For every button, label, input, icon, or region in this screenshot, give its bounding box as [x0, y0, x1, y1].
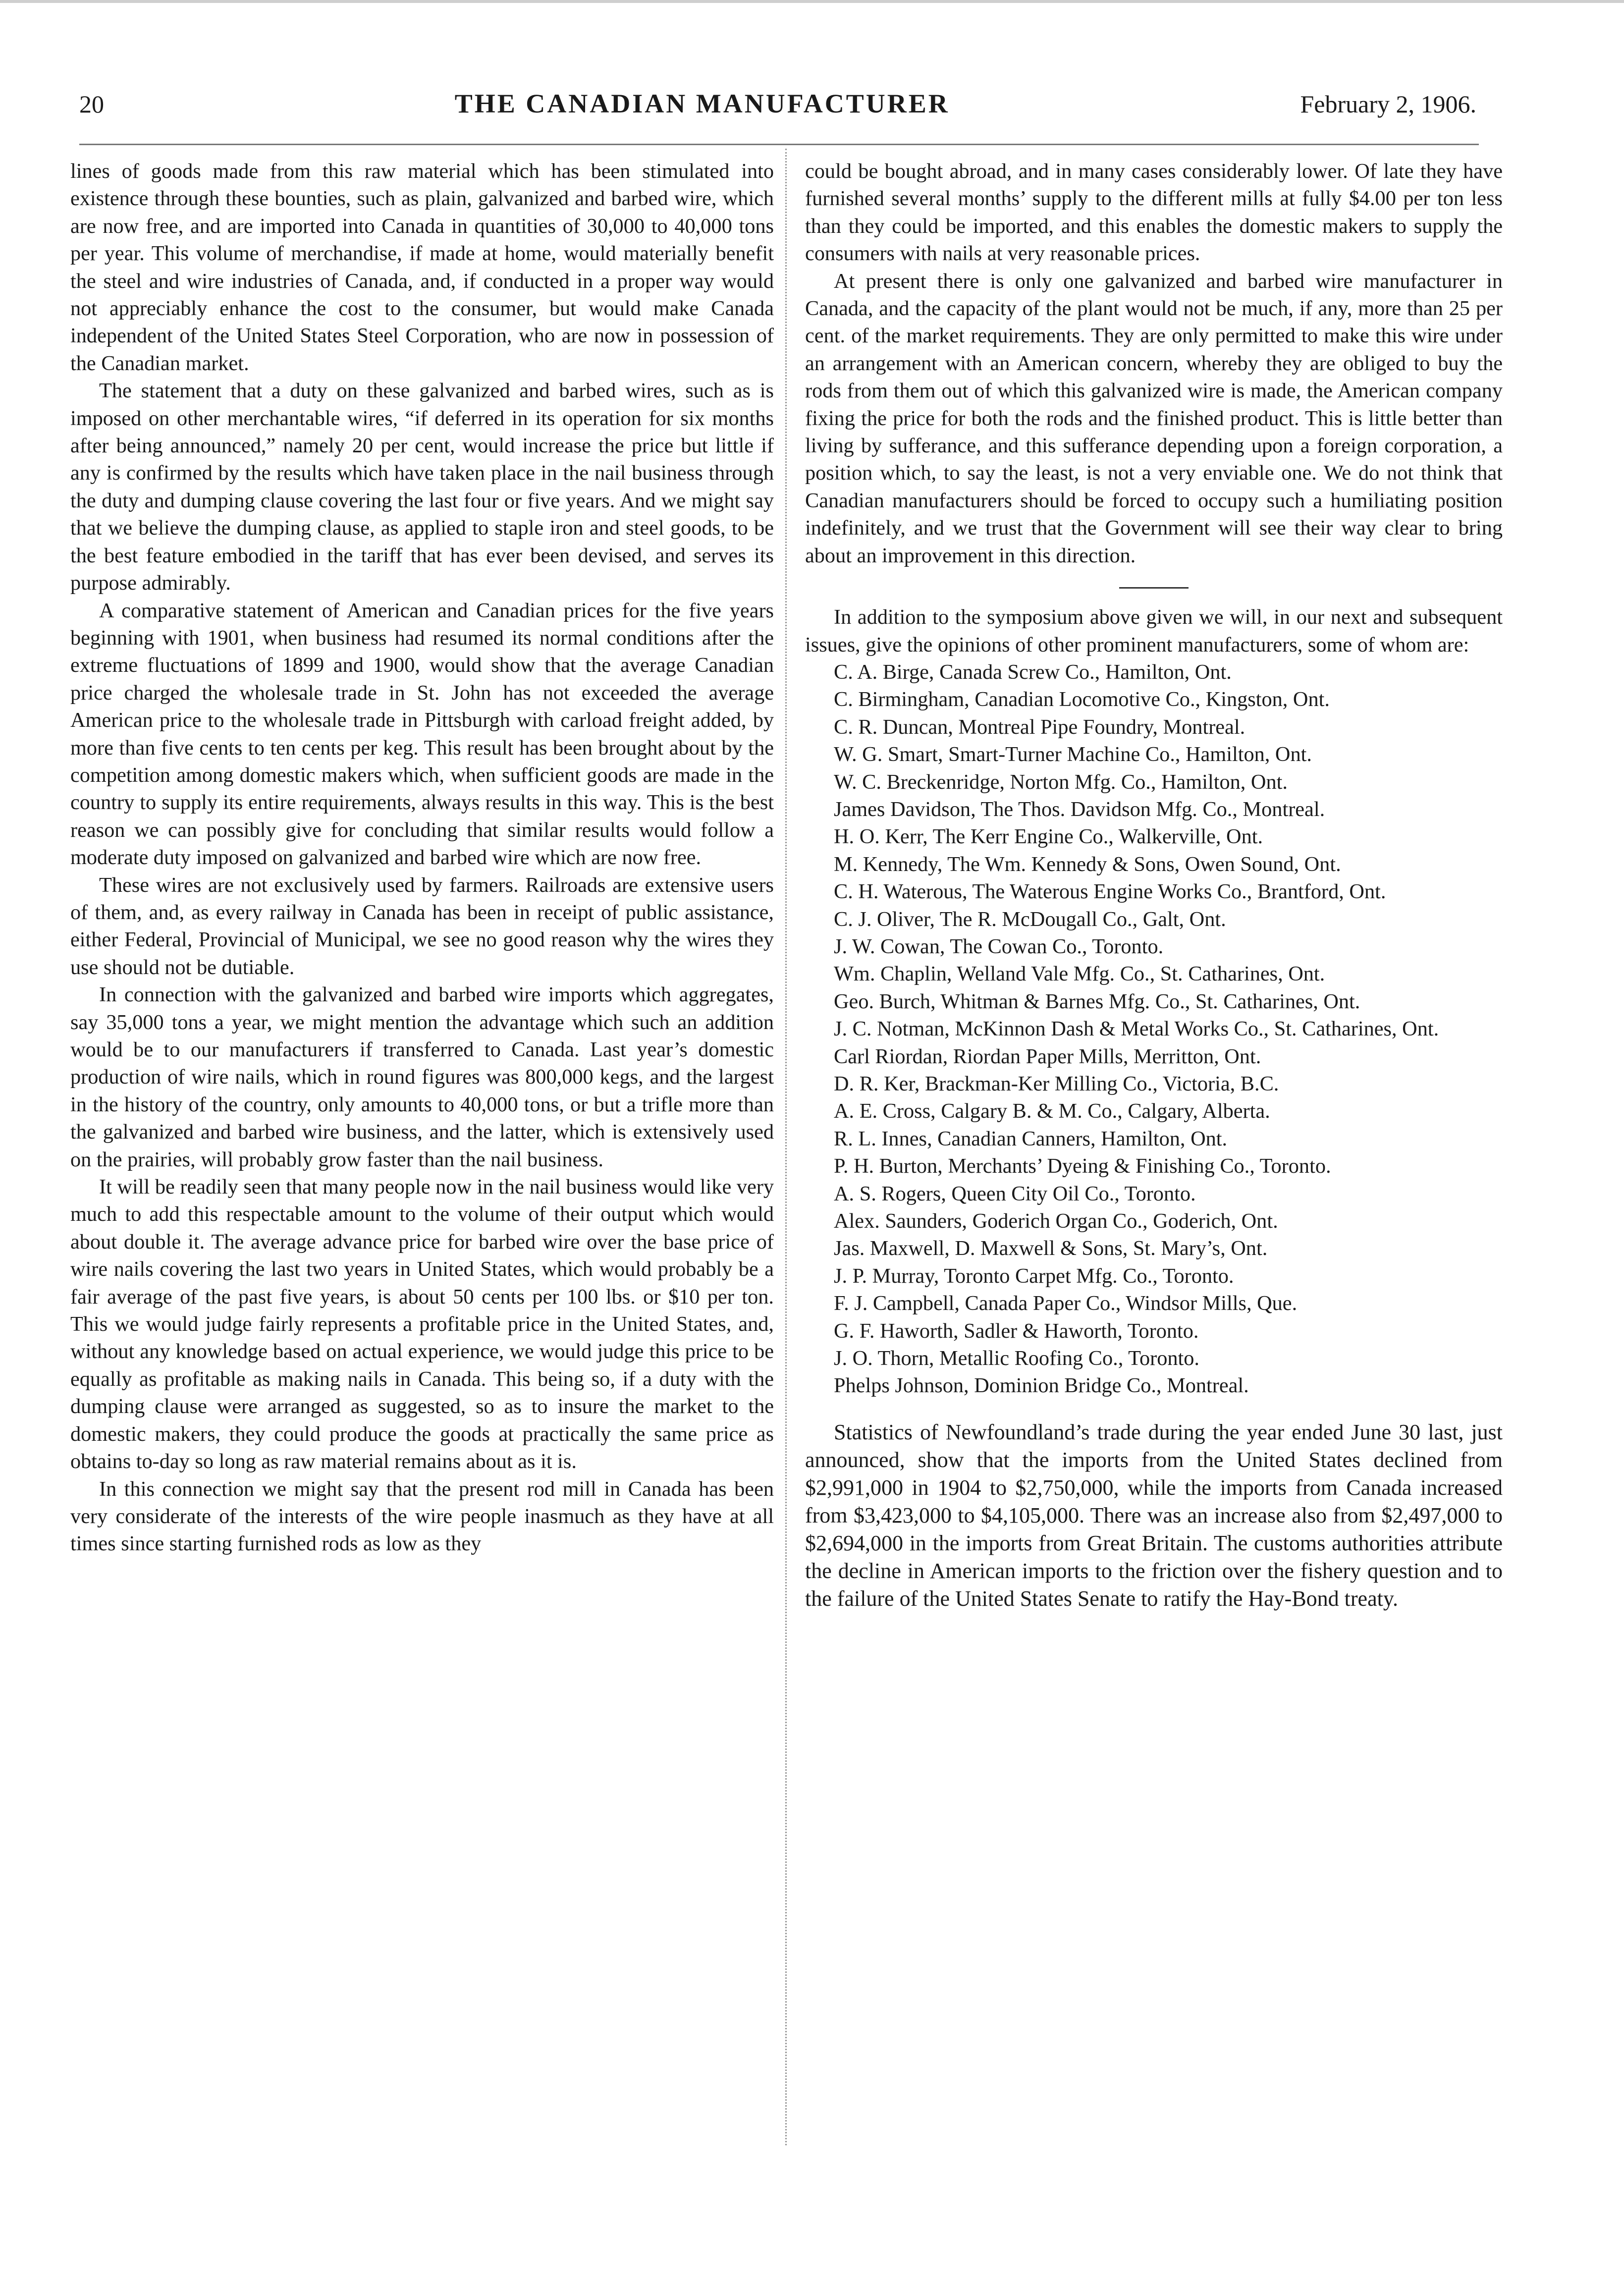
list-item: H. O. Kerr, The Kerr Engine Co., Walkerville, Ont. — [834, 825, 1263, 849]
paragraph: In connection with the galvanized and barbed wire imports which aggregates, say 35,000 tons a year, we might mention the advantage which such an addition would be to our manufacturers if transferred to Canada. Last year’s domestic production of wire nails, which in round figures was 800,000 kegs, and the largest in the history of the country, only amounts to 40,000 tons, or but a trifle more than the galvanized and barbed wire business, and the latter, which is extensively used on the prairies, will probably grow faster than the nail business. — [70, 983, 774, 1171]
symposium-intro: In addition to the symposium above given we will, in our next and subsequent issues, give the opinions of other prominent manufacturers, some of whom are: — [805, 605, 1503, 656]
paragraph: These wires are not exclusively used by farmers. Railroads are extensive users of them, and, as every railway in Canada has been in receipt of public assistance, either Federal, Provincial of Municipal, we see no good reason why the wires they use should not be dutiable. — [70, 873, 774, 979]
paragraph: In this connection we might say that the present rod mill in Canada has been very considerate of the interests of the wire people inasmuch as they have at all times since starting furnished rods as low as they — [70, 1477, 774, 1556]
list-item: James Davidson, The Thos. Davidson Mfg. Co., Montreal. — [834, 797, 1325, 821]
paragraph: lines of goods made from this raw material which has been stimulated into existence through these bounties, such as plain, galvanized and barbed wire, which are now free, and are imported into Canada in quantities of 30,000 to 40,000 tons per year. This volume of merchandise, if made at home, would materially benefit the steel and wire industries of Canada, and, if conducted in a proper way would not appreciably enhance the cost to the consumer, but would make Canada independent of the United States Steel Corporation, who are now in possession of the Canadian market. — [70, 160, 774, 375]
right-column — [805, 158, 1503, 1613]
journal-title: THE CANADIAN MANUFACTURER — [454, 89, 950, 118]
list-item: R. L. Innes, Canadian Canners, Hamilton, Ont. — [834, 1127, 1228, 1150]
list-item: P. H. Burton, Merchants’ Dyeing & Finishing Co., Toronto. — [834, 1154, 1331, 1178]
list-item: W. C. Breckenridge, Norton Mfg. Co., Hamilton, Ont. — [834, 770, 1288, 794]
column-divider — [785, 149, 787, 2145]
list-item: Wm. Chaplin, Welland Vale Mfg. Co., St. Catharines, Ont. — [834, 962, 1325, 986]
list-item: D. R. Ker, Brackman-Ker Milling Co., Victoria, B.C. — [834, 1072, 1279, 1095]
list-item: Alex. Saunders, Goderich Organ Co., Goderich, Ont. — [834, 1209, 1278, 1233]
paragraph: Statistics of Newfoundland’s trade during the year ended June 30 last, just announced, show that the imports from the United States declined from $2,991,000 in 1904 to $2,750,000, while the imports from Canada increased from $3,423,000 to $4,105,000. There was an increase also from $2,497,000 to $2,694,000 in the imports from Great Britain. The customs authorities attribute the decline in American imports to the friction over the fishery question and to the failure of the United States Senate to ratify the Hay-Bond treaty. — [805, 1419, 1503, 1611]
newfoundland-trade-note — [805, 1418, 1503, 1613]
issue-date: February 2, 1906. — [1300, 90, 1476, 118]
list-item: C. J. Oliver, The R. McDougall Co., Galt, Ont. — [834, 907, 1226, 931]
list-item: A. E. Cross, Calgary B. & M. Co., Calgary, Alberta. — [834, 1099, 1270, 1123]
list-item: C. A. Birge, Canada Screw Co., Hamilton, Ont. — [834, 660, 1232, 684]
left-column — [70, 158, 774, 1558]
list-item: Geo. Burch, Whitman & Barnes Mfg. Co., St. Catharines, Ont. — [834, 989, 1360, 1013]
list-item: W. G. Smart, Smart-Turner Machine Co., Hamilton, Ont. — [834, 743, 1312, 766]
manufacturer-list — [805, 658, 1503, 1400]
list-item: A. S. Rogers, Queen City Oil Co., Toronto. — [834, 1182, 1196, 1205]
list-item: Jas. Maxwell, D. Maxwell & Sons, St. Mary’s, Ont. — [834, 1237, 1268, 1260]
list-item: M. Kennedy, The Wm. Kennedy & Sons, Owen Sound, Ont. — [834, 852, 1341, 876]
list-item: C. Birmingham, Canadian Locomotive Co., Kingston, Ont. — [834, 688, 1330, 711]
page-header — [79, 88, 1476, 133]
list-item: Phelps Johnson, Dominion Bridge Co., Montreal. — [834, 1374, 1249, 1398]
list-item: F. J. Campbell, Canada Paper Co., Windsor Mills, Que. — [834, 1292, 1298, 1315]
scan-edge-line — [0, 0, 1624, 3]
paragraph: could be bought abroad, and in many cases considerably lower. Of late they have furnished several months’ supply to the different mills at fully $4.00 per ton less than they could be imported, and this enables the domestic makers to supply the consumers with nails at very reasonable prices. — [805, 160, 1503, 266]
list-item: J. C. Notman, McKinnon Dash & Metal Works Co., St. Catharines, Ont. — [834, 1017, 1439, 1041]
section-separator — [1119, 587, 1189, 589]
spacer — [805, 1400, 1503, 1418]
list-item: J. P. Murray, Toronto Carpet Mfg. Co., Toronto. — [834, 1264, 1234, 1288]
paragraph: The statement that a duty on these galvanized and barbed wires, such as is imposed on other merchantable wires, “if deferred in its operation for six months after being announced,” namely 20 per cent, would increase the price but little if any is confirmed by the results which have taken place in the nail business through the duty and dumping clause covering the last four or five years. And we might say that we believe the dumping clause, as applied to staple iron and steel goods, to be the best feature embodied in the tariff that has ever been devised, and serves its purpose admirably. — [70, 379, 774, 595]
header-rule — [79, 144, 1479, 145]
list-item: C. H. Waterous, The Waterous Engine Works Co., Brantford, Ont. — [834, 880, 1386, 904]
list-item: J. W. Cowan, The Cowan Co., Toronto. — [834, 934, 1164, 958]
list-item: C. R. Duncan, Montreal Pipe Foundry, Montreal. — [834, 715, 1245, 739]
page-number: 20 — [79, 90, 104, 118]
list-item: Carl Riordan, Riordan Paper Mills, Merritton, Ont. — [834, 1044, 1261, 1068]
paragraph: At present there is only one galvanized and barbed wire manufacturer in Canada, and the capacity of the plant would not be much, if any, more than 25 per cent. of the market requirements. They are only permitted to make this wire under an arrangement with an American concern, whereby they are obliged to buy the rods from them out of which this galvanized wire is made, the American company fixing the price for both the rods and the finished product. This is little better than living by sufferance, and this sufferance depending upon a foreign corporation, a position which, to say the least, is not a very enviable one. We do not think that Canadian manufacturers should be forced to occupy such a humiliating position indefinitely, and we trust that the Government will see their way clear to bring about an improvement in this direction. — [805, 269, 1503, 567]
paragraph: A comparative statement of American and Canadian prices for the five years beginning with 1901, when business had resumed its normal conditions after the extreme fluctuations of 1899 and 1900, would show that the average Canadian price charged the wholesale trade in St. John has not exceeded the average American price to the wholesale trade in Pittsburgh with carload freight added, by more than five cents to ten cents per keg. This result has been brought about by the competition among domestic makers which, when sufficient goods are made in the country to supply its entire requirements, always results in this way. This is the best reason we can possibly give for concluding that similar results would follow a moderate duty imposed on galvanized and barbed wire which are now free. — [70, 599, 774, 870]
list-item: G. F. Haworth, Sadler & Haworth, Toronto. — [834, 1319, 1199, 1343]
paragraph: It will be readily seen that many people now in the nail business would like very much to add this respectable amount to the volume of their output which would about double it. The average advance price for barbed wire over the base price of wire nails covering the last two years in United States, which would probably be a fair average of the past five years, is about 50 cents per 100 lbs. or $10 per ton. This we would judge fairly represents a profitable price in the United States, and, without any knowledge based on actual experience, we would judge this price to be equally as profitable as making nails in Canada. This being so, if a duty with the dumping clause were arranged as suggested, so as to insure the market to the domestic makers, they could produce the goods at practically the same price as obtains to-day so long as raw material remains about as it is. — [70, 1175, 774, 1473]
list-item: J. O. Thorn, Metallic Roofing Co., Toronto. — [834, 1347, 1199, 1370]
